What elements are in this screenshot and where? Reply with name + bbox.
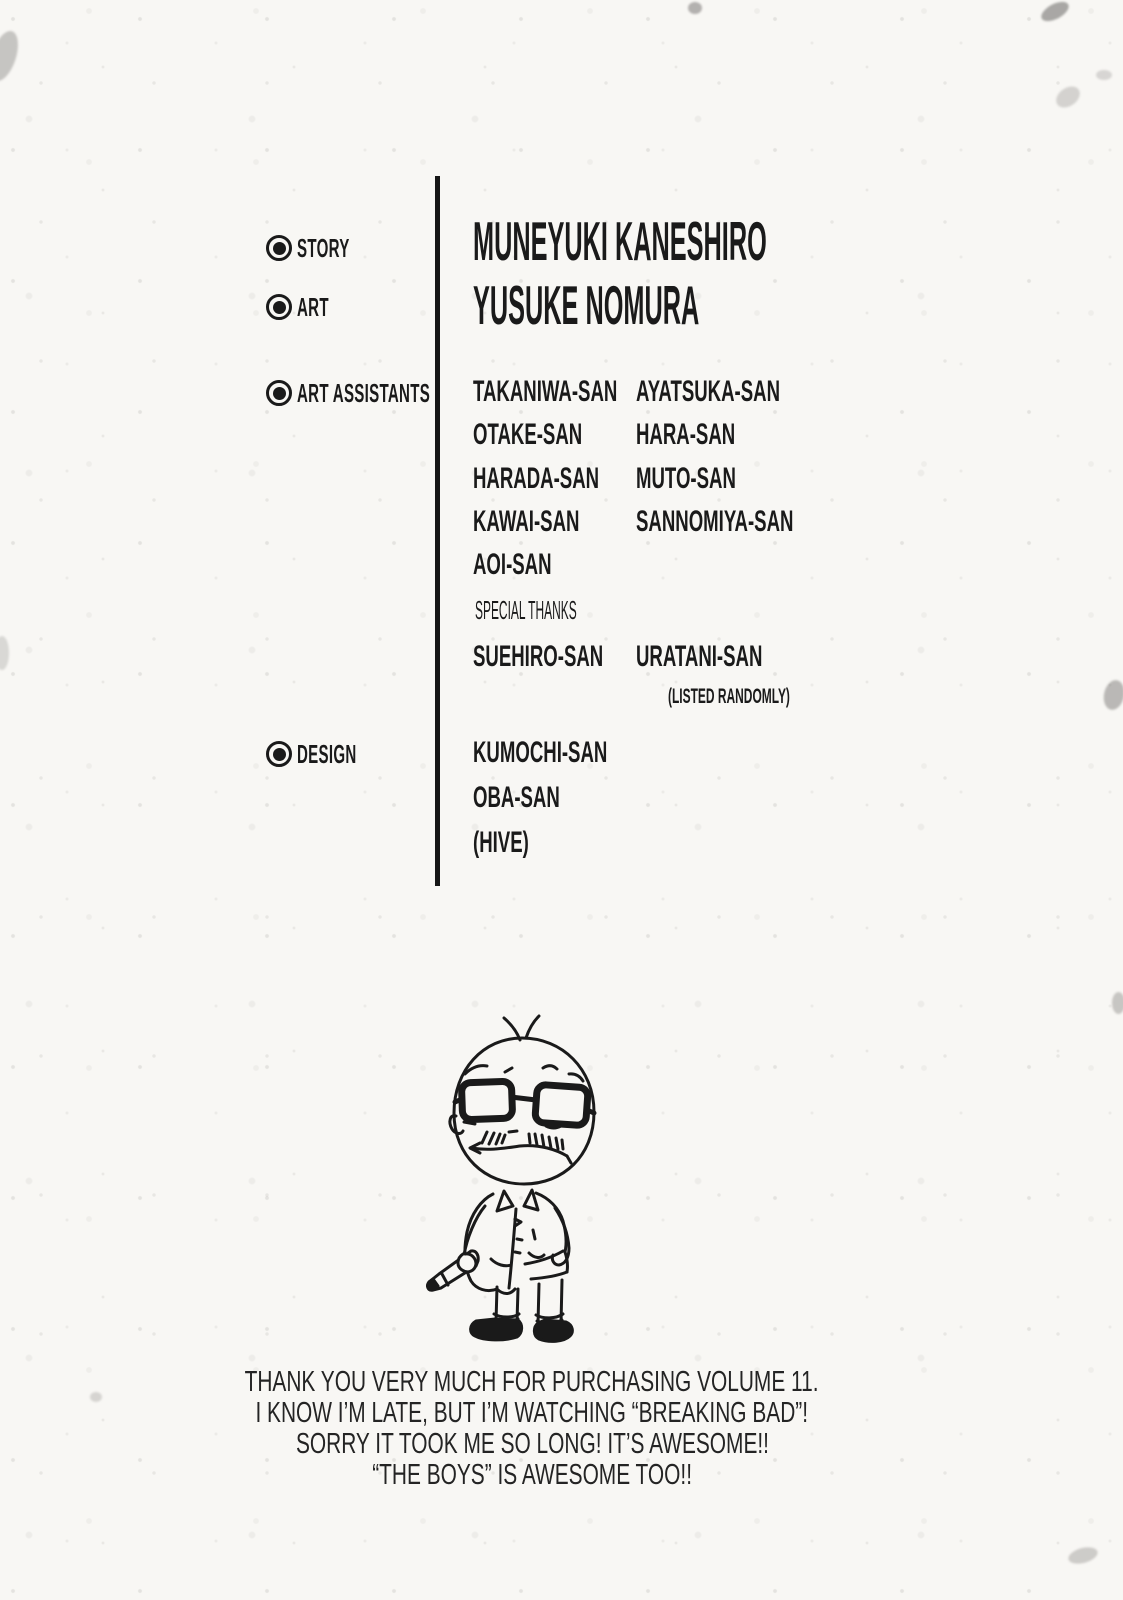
design-name: OBA-SAN <box>473 781 560 814</box>
paper-smudge <box>0 636 9 670</box>
paper-smudge <box>688 2 702 14</box>
fisheye-bullet-icon <box>266 380 292 406</box>
author-names <box>473 209 1112 337</box>
design-name: (HIVE) <box>473 826 529 859</box>
credit-label-design <box>266 738 400 769</box>
credit-label-text: ART <box>297 291 329 322</box>
paper-smudge <box>1112 992 1123 1014</box>
credit-label-story <box>266 232 388 263</box>
assistant-name: AOI-SAN <box>473 548 552 582</box>
paper-smudge <box>1038 0 1072 25</box>
assistant-name: AYATSUKA-SAN <box>636 375 781 408</box>
paper-smudge <box>1101 678 1123 712</box>
paper-smudge <box>1052 82 1084 112</box>
assistant-name: MUTO-SAN <box>636 461 736 495</box>
credit-label-text: STORY <box>297 232 350 263</box>
assistant-name: SANNOMIYA-SAN <box>636 504 794 538</box>
credits-divider-line <box>435 176 440 886</box>
design-name: KUMOCHI-SAN <box>473 736 608 769</box>
afterword-note <box>132 1367 932 1491</box>
author-chibi-illustration <box>405 1008 615 1343</box>
afterword-line: I KNOW I’M LATE, BUT I’M WATCHING “BREAKING BAD”! <box>255 1397 809 1429</box>
paper-smudge <box>0 28 23 85</box>
listed-randomly-note: (LISTED RANDOMLY) <box>668 685 790 708</box>
special-thanks-label: SPECIAL THANKS <box>475 595 577 625</box>
story-author-name: MUNEYUKI KANESHIRO <box>473 210 767 272</box>
fisheye-bullet-icon <box>266 235 292 261</box>
assistant-name: TAKANIWA-SAN <box>473 375 618 408</box>
paper-smudge <box>1096 70 1112 80</box>
bullet-dot <box>273 748 286 761</box>
design-names <box>473 730 690 865</box>
bullet-dot <box>273 387 286 400</box>
credit-label-art <box>266 291 352 322</box>
art-author-name: YUSUKE NOMURA <box>473 274 700 336</box>
afterword-line: SORRY IT TOOK ME SO LONG! IT’S AWESOME!! <box>295 1428 769 1460</box>
assistant-name: HARA-SAN <box>636 418 736 452</box>
afterword-line: “THE BOYS” IS AWESOME TOO!! <box>372 1459 692 1491</box>
bullet-dot <box>273 301 286 314</box>
assistants-column-2 <box>636 370 890 543</box>
special-thanks-name: SUEHIRO-SAN <box>473 640 604 673</box>
assistant-name: OTAKE-SAN <box>473 418 583 452</box>
credit-label-text: DESIGN <box>297 738 357 769</box>
paper-smudge <box>1067 1544 1100 1566</box>
credit-label-text: ART ASSISTANTS <box>297 377 431 408</box>
fisheye-bullet-icon <box>266 741 292 767</box>
assistant-name: HARADA-SAN <box>473 461 600 495</box>
fisheye-bullet-icon <box>266 294 292 320</box>
bullet-dot <box>273 242 286 255</box>
special-thanks-name: URATANI-SAN <box>636 640 763 673</box>
paper-smudge <box>90 1392 102 1402</box>
assistant-name: KAWAI-SAN <box>473 504 580 538</box>
afterword-line: THANK YOU VERY MUCH FOR PURCHASING VOLUME 11. <box>245 1366 819 1398</box>
